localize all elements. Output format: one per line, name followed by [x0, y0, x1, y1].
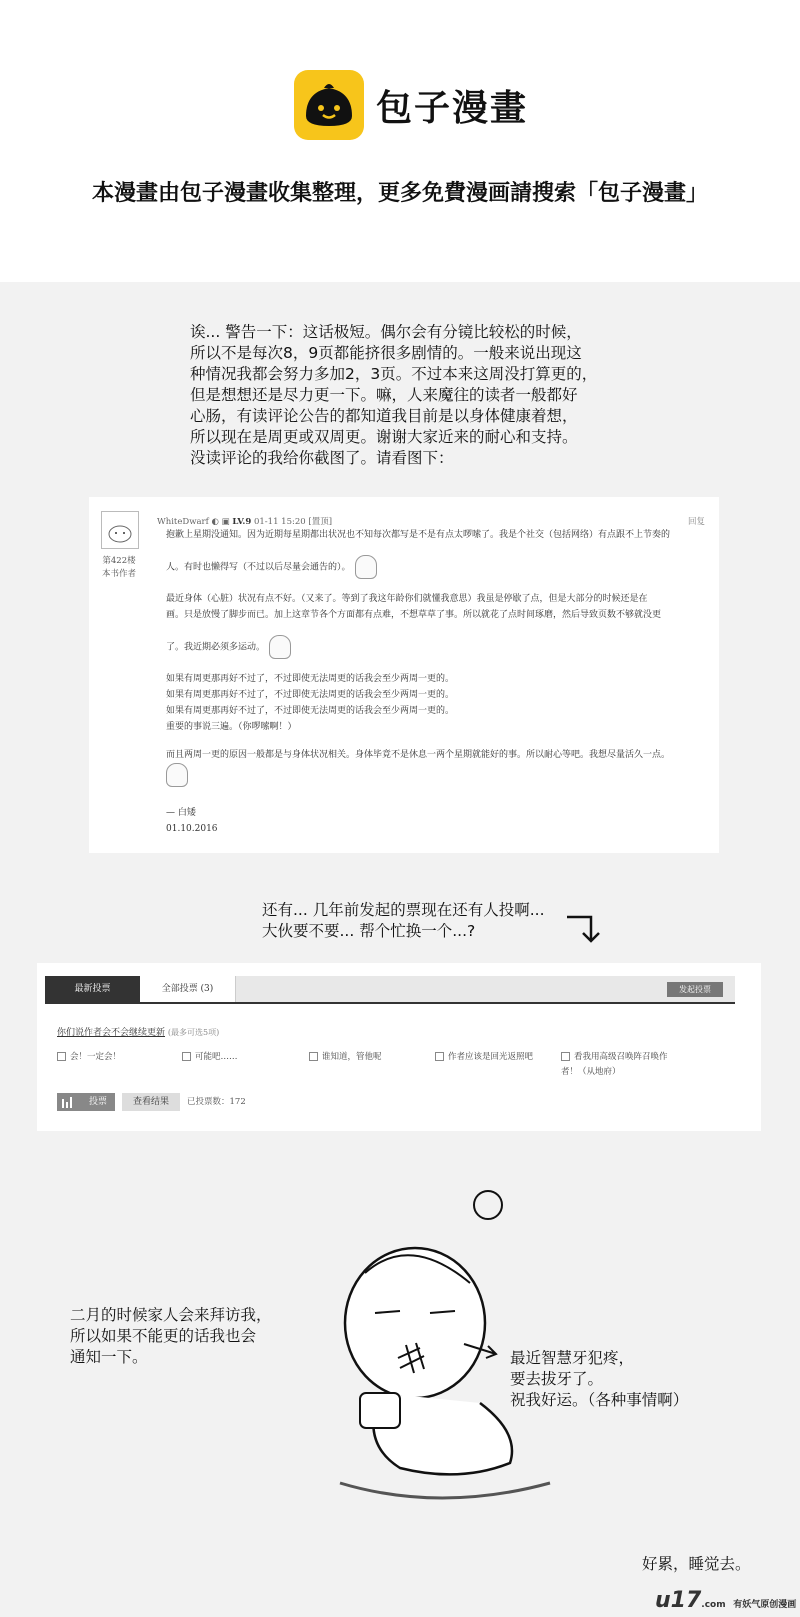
author-note-family: 二月的时候家人会来拜访我， 所以如果不能更的话我也会 通知一下。	[70, 1306, 272, 1366]
author-note-sleep: 好累，睡觉去。	[642, 1555, 751, 1573]
watermark-brand: u17	[655, 1588, 702, 1613]
author-note-poll: 还有... 几年前发起的票现在还有人投啊... 大伙要不要... 帮个忙换一个...?	[262, 901, 545, 940]
watermark-slogan: 有妖气原创漫画	[733, 1600, 797, 1610]
avatar	[101, 511, 139, 549]
post-line: 最近身体（心脏）状况有点不好。（又来了。等到了我这年龄你们就懂我意思）我虽是停歇了点，但是大部分的时候还是在	[166, 594, 648, 604]
view-results-button[interactable]: 查看结果	[122, 1093, 180, 1111]
watermark-domain: .com	[701, 1600, 726, 1610]
post-line: 人。有时也懒得写（不过以后尽量会通告的）。	[166, 562, 351, 573]
sticker-icon	[166, 763, 188, 787]
post-line: 如果有周更那再好不过了，不过即使无法周更的话我会至少两周一更的。	[166, 690, 455, 700]
post-line: 重要的事说三遍。（你啰嗦啊！）	[166, 722, 297, 732]
poll-option[interactable]: 可能吧……	[182, 1050, 238, 1065]
post-line: 抱歉上星期没通知。因为近期每星期都出状况也不知每次都写是不是有点太啰嗦了。我是个社交（包括网络）有点跟不上节奏的	[166, 530, 671, 540]
author-note-warning: 诶... 警告一下：这话极短。偶尔会有分镜比较松的时候， 所以不是每次8，9页都能挤很多剧情的。一般来说出现这 种情况我都会努力多加2，3页。不过本来这周没打算更的， 但是想想还是尽力更一下。嘛，人来魔往的读者一般都好 心肠，有读评论公告的都知道我目前是以身体健康着想， 所以现在是周更或双周更。谢谢大家近来的耐心和支持。 没读评论的我给你截图了。请看图下：	[190, 323, 598, 467]
signature: — 白矮	[166, 808, 196, 818]
post-floor	[93, 555, 145, 581]
poll-option[interactable]: 谁知道，管他呢	[309, 1050, 382, 1065]
u17-watermark	[655, 1588, 796, 1613]
post-line: 如果有周更那再好不过了，不过即使无法周更的话我会至少两周一更的。	[166, 674, 455, 684]
bar-chart-icon	[61, 1096, 75, 1108]
post-line: 画。只是放慢了脚步而已。加上这章节各个方面都有点难，不想草草了事。所以就花了点时间琢磨，然后导致页数不够就没更	[166, 610, 662, 620]
checkbox[interactable]	[57, 1052, 66, 1061]
post-meta	[157, 515, 332, 527]
vote-count: 已投票数：172	[187, 1097, 246, 1107]
checkbox[interactable]	[561, 1052, 570, 1061]
floor-number: 第422楼	[102, 556, 136, 566]
poll-option[interactable]: 会！一定会！	[57, 1050, 121, 1065]
poll-question-link[interactable]: 你们说作者会不会继续更新	[57, 1028, 166, 1038]
post-line: 了。我近期必须多运动。	[166, 642, 266, 653]
sticker-icon	[355, 555, 377, 579]
header	[0, 0, 800, 282]
post-time: 01-11 15:20 [置顶]	[253, 517, 333, 527]
author-cartoon-illustration	[320, 1183, 570, 1503]
sticker-icon	[269, 635, 291, 659]
bun-logo-icon	[294, 70, 364, 140]
arrow-right-icon	[462, 1340, 502, 1360]
tab-all-polls[interactable]: 全部投票 (3)	[140, 976, 236, 1002]
poll-widget	[37, 963, 761, 1131]
logo-text: 包子漫畫	[376, 88, 529, 129]
author-role: 本书作者	[101, 569, 136, 579]
reply-link[interactable]: 回复	[687, 517, 705, 527]
tab-latest-poll[interactable]: 最新投票	[45, 976, 140, 1002]
forum-post-screenshot	[89, 497, 719, 853]
start-poll-button[interactable]: 发起投票	[667, 982, 723, 997]
post-date: 01.10.2016	[166, 824, 218, 834]
author-note-tooth: 最近智慧牙犯疼， 要去拔牙了。 祝我好运。（各种事情啊）	[510, 1349, 689, 1409]
post-body	[166, 527, 706, 837]
checkbox[interactable]	[182, 1052, 191, 1061]
poll-option[interactable]: 看我用高级召唤阵召唤作 者！（从地府）	[561, 1052, 668, 1077]
arrow-down-icon	[565, 915, 607, 945]
checkbox[interactable]	[309, 1052, 318, 1061]
poll-hint: (最多可选5项)	[167, 1028, 220, 1037]
user-level: LV.9	[232, 517, 252, 527]
post-line: 如果有周更那再好不过了，不过即使无法周更的话我会至少两周一更的。	[166, 706, 455, 716]
poll-tabbar	[45, 976, 735, 1004]
checkbox[interactable]	[435, 1052, 444, 1061]
poll-option[interactable]: 作者应该是回光返照吧	[435, 1050, 533, 1065]
post-line: 而且两周一更的原因一般都是与身体状况相关。身体毕竟不是休息一两个星期就能好的事。所以耐心等吧。我想尽量活久一点。	[166, 750, 671, 760]
username[interactable]: WhiteDwarf	[157, 517, 209, 527]
badge-icon: ◐ ▣	[211, 517, 230, 527]
poll-question	[57, 1025, 219, 1038]
tagline: 本漫畫由包子漫畫收集整理，更多免費漫画請搜索「包子漫畫」	[91, 181, 708, 206]
vote-button[interactable]: 投票	[57, 1093, 115, 1111]
